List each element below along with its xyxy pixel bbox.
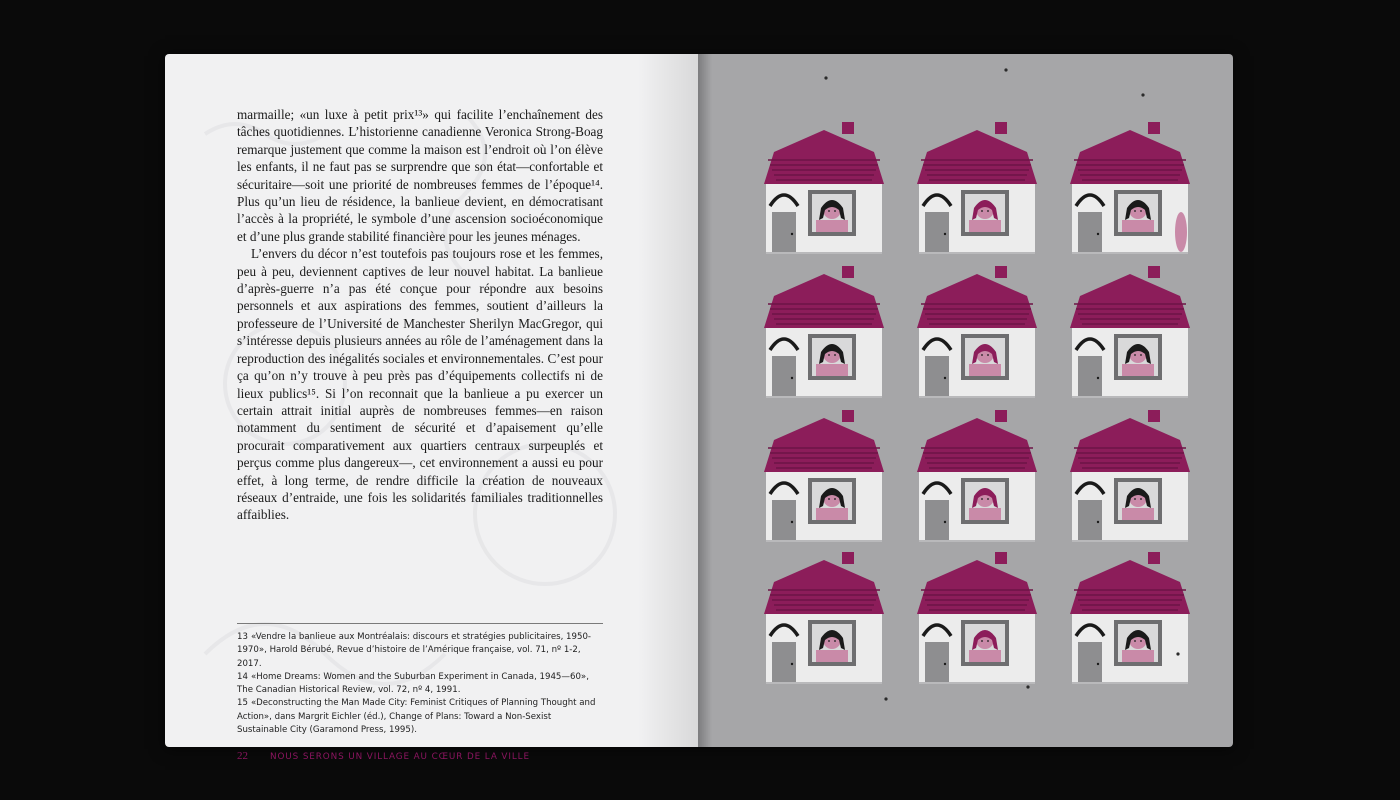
page-number: 22 [237, 750, 248, 762]
house [1070, 552, 1190, 684]
house [917, 410, 1037, 542]
roof [764, 152, 884, 184]
speck [1176, 652, 1179, 655]
paragraph: L’envers du décor n’est toutefois pas toujours rose et les femmes, peu à peu, deviennent captives de leur nouvel habitat. La banlieue d’après-guerre n’a pas été conçue pour répondre aux besoins personnels et aux aspirations des femmes, soutient d’ailleurs la professeure de l’Université de Manchester Sherilyn MacGregor, qui s’intéresse depuis plusieurs années au rôle de l’aménagement dans la reproduction des inégalités sociales et environnementales. C’est pour ça qu’on n’y trouve à peu près pas d’équipements collectifs ni de lieux publics¹⁵. Si l’on reconnait que la banlieue a pu exercer un certain attrait initial auprès de nombreuses femmes—en raison notamment du sentiment de sécurité et d’apaisement qu’elle procurait comparativement aux quartiers centraux surpeuplés et perçus comme plus dangereux—, cet environnement a aussi eu pour effet, à long terme, de rendre difficile la création de nouveaux réseaux d’entraide, une fois les solidarités familiales traditionnelles affaiblies. [237, 246, 603, 523]
left-page [165, 54, 698, 762]
speck [1141, 93, 1144, 96]
roof [764, 296, 884, 328]
house [917, 122, 1037, 254]
chimney [842, 266, 854, 278]
footnote-text: «Home Dreams: Women and the Suburban Experiment in Canada, 1945—60», The Canadian Historical Review, vol. 72, nº 4, 1991. [237, 671, 589, 696]
speck [1004, 68, 1007, 71]
footnote [237, 697, 603, 737]
speck [1026, 685, 1029, 688]
house [764, 410, 884, 542]
speck [884, 697, 887, 700]
house [764, 552, 884, 684]
chimney [1148, 552, 1160, 564]
roof [1070, 152, 1190, 184]
running-title: NOUS SERONS UN VILLAGE AU CŒUR DE LA VILLE [270, 752, 530, 762]
house [917, 552, 1037, 684]
chimney [995, 410, 1007, 422]
book-spread [165, 54, 1233, 762]
chimney [995, 266, 1007, 278]
paragraph: marmaille; «un luxe à petit prix¹³» qui facilite l’enchaînement des tâches quotidiennes. L’historienne canadienne Veronica Strong-Boag remarque justement que comme la maison est l’endroit où l’on élève les enfants, il ne faut pas se surprendre que son état—confortable et sécuritaire—soit une priorité de nombreuses femmes de l’époque¹⁴. Plus qu’un lieu de résidence, la banlieue devient, en démocratisant l’accès à la propriété, le symbole d’une ascension socioéconomique et d’une plus grande stabilité financière pour les jeunes ménages. [237, 107, 603, 244]
house [1070, 266, 1190, 398]
chimney [1148, 122, 1160, 134]
chimney [842, 552, 854, 564]
chimney [995, 552, 1007, 564]
footnote-number: 14 [237, 671, 248, 682]
roof [764, 440, 884, 472]
roof [1070, 440, 1190, 472]
house [764, 122, 884, 254]
footnote [237, 671, 603, 698]
roof [1070, 296, 1190, 328]
right-page [698, 54, 1233, 747]
roof [917, 296, 1037, 328]
speck [824, 76, 827, 79]
body-text [237, 106, 603, 524]
house [1070, 122, 1190, 254]
chimney [1148, 410, 1160, 422]
roof [917, 582, 1037, 614]
roof [917, 152, 1037, 184]
gutter-shadow [638, 54, 698, 747]
roof [1070, 582, 1190, 614]
house [1070, 410, 1190, 542]
footnote-number: 15 [237, 698, 248, 709]
footnote-text: «Vendre la banlieue aux Montréalais: discours et stratégies publicitaires, 1950-1970», Harold Bérubé, Revue d’histoire de l’Amérique française, vol. 71, nº 1-2, 2017. [237, 632, 592, 669]
footnote-rule [237, 623, 603, 624]
house [917, 266, 1037, 398]
roof [764, 582, 884, 614]
roof [917, 440, 1037, 472]
footnote-text: «Deconstructing the Man Made City: Feminist Critiques of Planning Thought and Action», dans Margrit Eichler (éd.), Change of Plans: Toward a Non-Sexist Sustainable City (Garamond Press, 1995). [237, 698, 596, 736]
chimney [842, 410, 854, 422]
houses-illustration [698, 54, 1233, 747]
chimney [1148, 266, 1160, 278]
footnotes [237, 631, 603, 737]
house [764, 266, 884, 398]
page-footer [237, 750, 603, 764]
bush [1175, 212, 1187, 252]
chimney [995, 122, 1007, 134]
footnote-number: 13 [237, 632, 248, 642]
footnote [237, 631, 603, 671]
chimney [842, 122, 854, 134]
